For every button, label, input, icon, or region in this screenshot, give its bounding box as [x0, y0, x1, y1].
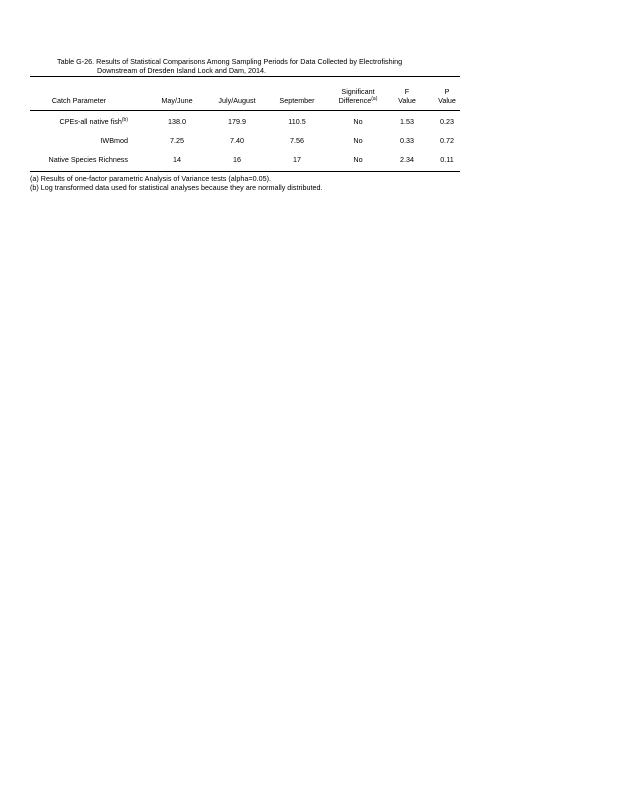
- header-divider-rule: [30, 110, 460, 111]
- row-3-july-august: 16: [233, 155, 241, 164]
- header-sig-footnote-mark: (a): [371, 96, 378, 102]
- row-3-parameter: Native Species Richness: [48, 155, 128, 164]
- header-p-line1: P: [444, 87, 450, 96]
- header-f-line1: F: [404, 87, 410, 96]
- row-3-significant: No: [353, 155, 363, 164]
- row-2-f-value: 0.33: [400, 136, 414, 145]
- row-3-f-value: 2.34: [400, 155, 414, 164]
- header-p-line2: Value: [438, 96, 456, 105]
- header-p-value: [432, 87, 462, 105]
- row-2-may-june: 7.25: [170, 136, 184, 145]
- row-1-f-value: 1.53: [400, 117, 414, 126]
- header-september: September: [279, 96, 315, 105]
- row-3-may-june: 14: [173, 155, 181, 164]
- row-2-september: 7.56: [290, 136, 304, 145]
- row-1-footnote-mark: (b): [121, 117, 128, 123]
- footnote-b: (b) Log transformed data used for statistical analyses because they are normally distributed.: [30, 183, 323, 192]
- row-1-significant: No: [353, 117, 363, 126]
- row-2-p-value: 0.72: [440, 136, 454, 145]
- row-1-parameter-text: CPEs-all native fish: [59, 117, 122, 126]
- row-2-parameter: IWBmod: [100, 136, 128, 145]
- header-significant-difference: [330, 87, 386, 105]
- caption-line-1: Table G-26. Results of Statistical Comparisons Among Sampling Periods for Data Collected by Electrofishing: [57, 57, 403, 66]
- caption-line-2: Downstream of Dresden Island Lock and Dam, 2014.: [97, 66, 266, 75]
- header-july-august: July/August: [218, 96, 256, 105]
- header-f-line2: Value: [398, 96, 416, 105]
- row-1-may-june: 138.0: [168, 117, 186, 126]
- row-3-september: 17: [293, 155, 301, 164]
- row-1-p-value: 0.23: [440, 117, 454, 126]
- row-1-july-august: 179.9: [228, 117, 246, 126]
- table-bottom-rule: [30, 171, 460, 172]
- row-3-p-value: 0.11: [440, 155, 454, 164]
- row-2-significant: No: [353, 136, 363, 145]
- row-1-parameter: [24, 117, 128, 126]
- footnote-a: (a) Results of one-factor parametric Analysis of Variance tests (alpha=0.05).: [30, 174, 271, 183]
- row-1-september: 110.5: [288, 117, 306, 126]
- row-2-july-august: 7.40: [230, 136, 244, 145]
- table-caption: [57, 57, 457, 75]
- header-may-june: May/June: [161, 96, 193, 105]
- header-sig-line2: Difference: [338, 96, 372, 105]
- header-f-value: [392, 87, 422, 105]
- header-sig-line2-wrap: [330, 96, 386, 105]
- header-catch-parameter: Catch Parameter: [51, 96, 107, 105]
- header-sig-line1: Significant: [341, 87, 375, 96]
- table-top-rule: [30, 76, 460, 77]
